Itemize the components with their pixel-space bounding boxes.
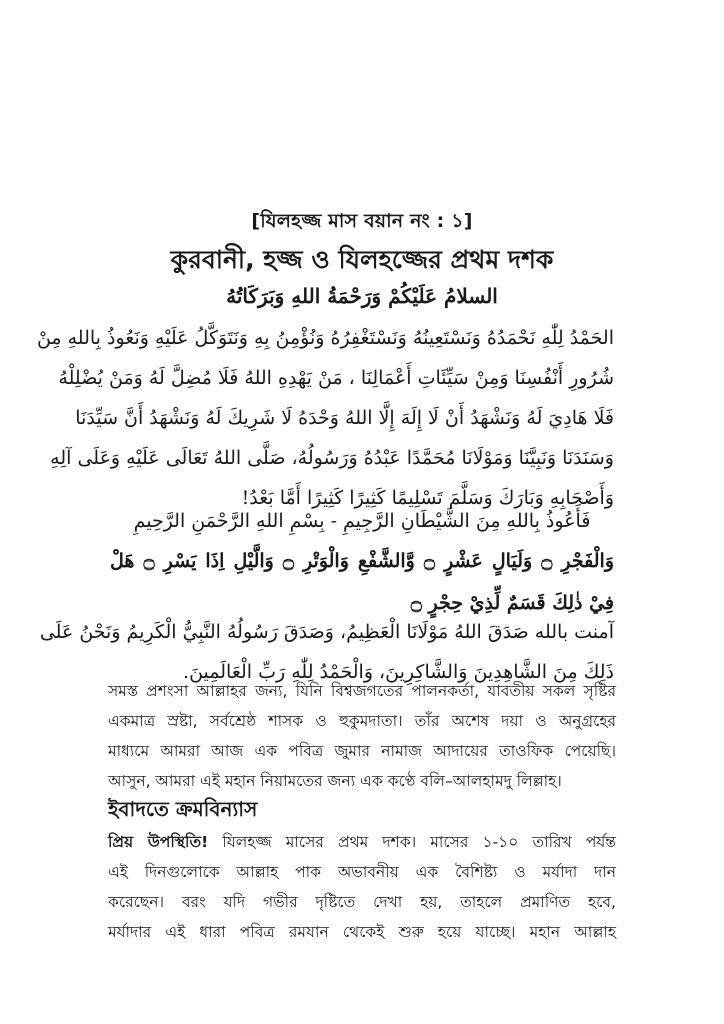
section-line: করেছেন। বরং যদি গভীর দৃষ্টিতে দেখা হয়, তাহলে প্রমাণিত হবে, <box>108 893 616 911</box>
intro-line: মাধ্যমে আমরা আজ এক পবিত্র জুমার নামাজ আদায়ের তাওফিক পেয়েছি। <box>108 742 616 760</box>
arabic-praise-line: الحَمْدُ لِلّٰهِ نَحْمَدُهُ وَنَسْتَعِينُهُ وَنَسْتَغْفِرُهُ وَنُؤْمِنُ بِهِ وَنَتَوَكَّلُ عَلَيْهِ وَنَعُوذُ بِاللهِ مِنْ <box>36 327 614 349</box>
arabic-praise-line: وَأَصْحَابِهِ وَبَارَكَ وَسَلَّمَ تَسْلِيمًا كَثِيرًا كَثِيرًا أَمَّا بَعْدُ! <box>241 487 614 509</box>
intro-line: সমস্ত প্রশংসা আল্লাহর জন্য, যিনি বিশ্বজগতের পালনকর্তা, যাবতীয় সকল সৃষ্টির <box>108 682 616 700</box>
first-line-text: যিলহজ্জ মাসের প্রথম দশক। মাসের ১-১০ তারিখ পর্যন্ত <box>208 833 616 851</box>
intro-paragraph <box>108 676 616 796</box>
istiadha-line: فَأَعُوذُ بِاللهِ مِنَ الشَّيْطَانِ الرَّجِيمِ - بِسْمِ اللهِ الرَّحْمَنِ الرَّحِيمِ <box>133 510 591 532</box>
arabic-praise-line: فَلَا هَادِيَ لَهُ وَنَشْهَدُ أَنْ لَا إِلَهَ إِلَّا اللهُ وَحْدَهُ لَا شَرِيكَ لَهُ وَنَشْهَدُ أَنَّ سَيِّدَنَا <box>75 407 614 429</box>
intro-line: একমাত্র স্রষ্টা, সর্বশ্রেষ্ঠ শাসক ও হুকুমদাতা। তাঁর অশেষ দয়া ও অনুগ্রহের <box>108 712 616 730</box>
section-first-line <box>108 827 616 857</box>
section-line: এই দিনগুলোকে আল্লাহ পাক অভাবনীয় এক বৈশিষ্ট্য ও মর্যাদা দান <box>108 863 616 881</box>
salam-greeting: السلامُ عَلَيْكُمْ وَرَحْمَةُ اللهِ وَبَرَكَاتُهُ <box>226 284 498 308</box>
lead-phrase: প্রিয় উপস্থিতি! <box>108 833 209 851</box>
section-heading: ইবাদতে ক্রমবিন্যাস <box>108 797 258 821</box>
intro-line: আসুন, আমরা এই মহান নিয়ামতের জন্য এক কণ্ঠে বলি–আলহামদু লিল্লাহ। <box>108 772 562 790</box>
page-title: কুরবানী, হজ্জ ও যিলহজ্জের প্রথম দশক <box>170 245 554 274</box>
amantu-line: ذَلِكَ مِنَ الشَّاهِدِينَ وَالشَّاكِرِينَ، وَالْحَمْدُ لِلّٰهِ رَبِّ الْعَالَمِينَ. <box>183 661 614 683</box>
series-label: [যিলহজ্জ মাস বয়ান নং : ১] <box>251 210 473 232</box>
amantu-line: آمنت بالله صَدَقَ اللهُ مَوْلَانَا الْعَظِيمُ، وَصَدَقَ رَسُولُهُ النَّبِيُّ الْكَرِيمُ وَنَحْنُ عَلَى <box>39 621 614 643</box>
arabic-praise-line: وَسَنَدَنَا وَنَبِيَّنَا وَمَوْلَانَا مُحَمَّدًا عَبْدُهُ وَرَسُولُهُ، صَلَّى اللهُ تَعَالَى عَلَيْهِ وَعَلَى آلِهِ <box>50 447 614 469</box>
section-line: মর্যাদার এই ধারা পবিত্র রমযান থেকেই শুরু হয়ে যাচ্ছে। মহান আল্লাহ <box>108 923 616 941</box>
quran-verse-line: وَالْفَجْرِ ۝ وَلَيَالٍ عَشْرٍ ۝ وَّالشَّفْعِ وَالْوَتْرِ ۝ وَالَّيْلِ اِذَا يَسْرِ ۝ هَلْ <box>110 550 615 572</box>
quran-verse-line: فِيْ ذٰلِكَ قَسَمٌ لِّذِيْ حِجْرٍ ۝ <box>410 592 614 614</box>
section-paragraph <box>108 827 616 947</box>
arabic-praise-line: شُرُورِ أَنْفُسِنَا وَمِنْ سَيِّئَاتِ أَعْمَالِنَا ، مَنْ يَهْدِهِ اللهُ فَلَا مُضِلَّ لَهُ وَمَنْ يُضْلِلْهُ <box>58 367 614 389</box>
arabic-praise-block <box>36 318 614 518</box>
